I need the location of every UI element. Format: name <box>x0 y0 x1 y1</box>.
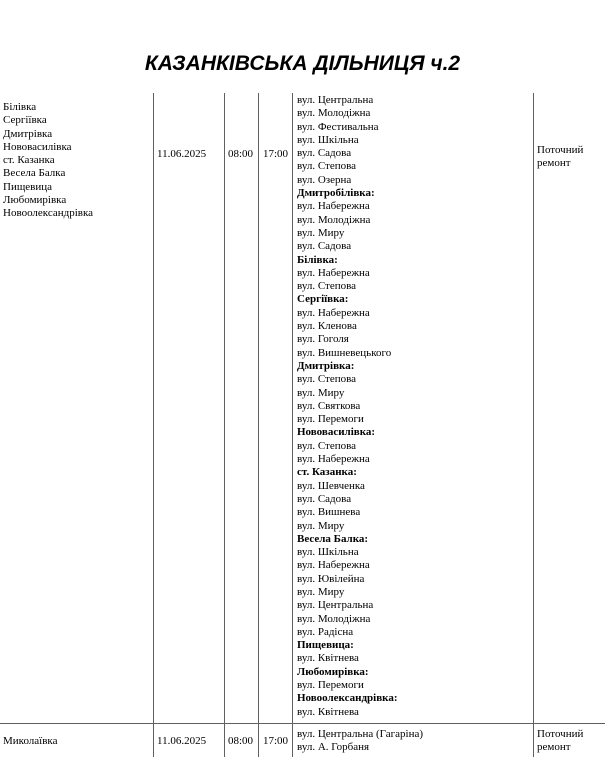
settlement-name: Сергіївка <box>3 114 47 127</box>
street-line: вул. Садова <box>297 492 352 505</box>
street-line: вул. Святкова <box>297 399 361 412</box>
start-time-cell: 08:00 <box>228 148 254 160</box>
settlement-name: Білівка <box>3 101 37 113</box>
village-heading: Весела Балка: <box>297 532 369 545</box>
street-line: вул. Шкільна <box>297 546 359 559</box>
street-line: вул. Степова <box>297 280 357 293</box>
street-line: вул. Садова <box>297 240 352 253</box>
village-heading: ст. Казанка: <box>297 466 357 479</box>
street-line: вул. Молодіжна <box>297 612 371 625</box>
village-heading: Дмитрівка: <box>297 359 355 372</box>
street-line: вул. Степова <box>297 439 357 452</box>
street-line: вул. Радісна <box>297 625 354 638</box>
settlement-name: ст. Казанка <box>3 154 55 167</box>
settlement-name: Любомирівка <box>3 194 67 207</box>
streets-cell <box>297 94 398 719</box>
end-time-cell: 17:00 <box>263 148 289 160</box>
settlements-cell <box>3 101 93 221</box>
village-heading: Білівка: <box>297 253 338 266</box>
settlement-name: Миколаївка <box>3 735 58 747</box>
date-cell: 11.06.2025 <box>157 148 207 160</box>
column-divider <box>258 93 259 757</box>
street-line: вул. Квітнева <box>297 705 359 718</box>
street-line: вул. Центральна <box>297 599 374 612</box>
street-line: вул. Миру <box>297 386 345 399</box>
settlement-name: Весела Балка <box>3 167 66 180</box>
row-divider <box>0 723 605 724</box>
street-line: вул. Центральна <box>297 94 374 106</box>
settlement-name: Дмитрівка <box>3 127 53 140</box>
street-line: вул. Ювілейна <box>297 572 365 585</box>
street-line: вул. Набережна <box>297 559 370 572</box>
column-divider <box>153 93 154 757</box>
street-line: вул. Шевченка <box>297 479 365 492</box>
date-cell: 11.06.2025 <box>157 735 207 747</box>
end-time-cell: 17:00 <box>263 735 289 747</box>
settlement-name: Пищевица <box>3 180 53 193</box>
village-heading: Новоолександрівка: <box>297 692 398 705</box>
column-divider <box>533 93 534 757</box>
start-time-cell: 08:00 <box>228 735 254 747</box>
village-heading: Сергіївка: <box>297 293 349 306</box>
street-line: вул. Молодіжна <box>297 107 371 120</box>
street-line: вул. Набережна <box>297 266 370 279</box>
page-title: КАЗАНКІВСЬКА ДІЛЬНИЦЯ ч.2 <box>144 52 461 75</box>
street-line: вул. Степова <box>297 373 357 386</box>
street-line: вул. Перемоги <box>297 679 364 692</box>
work-type-cell: Поточний ремонт <box>537 144 584 170</box>
street-line: вул. Миру <box>297 226 345 239</box>
village-heading: Пищевица: <box>297 639 354 652</box>
street-line: вул. Степова <box>297 160 357 173</box>
street-line: вул. Набережна <box>297 453 370 466</box>
street-line: вул. Молодіжна <box>297 213 371 226</box>
street-line: вул. Садова <box>297 147 352 160</box>
settlement-name: Новоолександрівка <box>3 207 94 220</box>
village-heading: Любомирівка: <box>297 665 369 678</box>
village-heading: Дмитробілівка: <box>297 187 375 200</box>
street-line: вул. Миру <box>297 585 345 598</box>
streets-cell <box>297 728 423 755</box>
settlement-name: Нововасилівка <box>3 140 72 153</box>
street-line: вул. Центральна (Гагаріна) <box>297 728 423 740</box>
settlements-cell <box>3 735 58 748</box>
street-line: вул. Фестивальна <box>297 120 379 133</box>
street-line: вул. Шкільна <box>297 133 359 146</box>
village-heading: Нововасилівка: <box>297 426 376 439</box>
street-line: вул. Набережна <box>297 306 370 319</box>
street-line: вул. Набережна <box>297 200 370 213</box>
street-line: вул. Вишневецького <box>297 346 392 359</box>
street-line: вул. Вишнева <box>297 506 361 519</box>
street-line: вул. Озерна <box>297 173 352 186</box>
work-type-cell: Поточний ремонт <box>537 728 584 754</box>
street-line: вул. Миру <box>297 519 345 532</box>
column-divider <box>292 93 293 757</box>
street-line: вул. Перемоги <box>297 413 364 426</box>
street-line: вул. Кленова <box>297 320 357 333</box>
street-line: вул. Гоголя <box>297 333 349 346</box>
street-line: вул. А. Горбаня <box>297 741 370 754</box>
street-line: вул. Квітнева <box>297 652 359 665</box>
column-divider <box>224 93 225 757</box>
